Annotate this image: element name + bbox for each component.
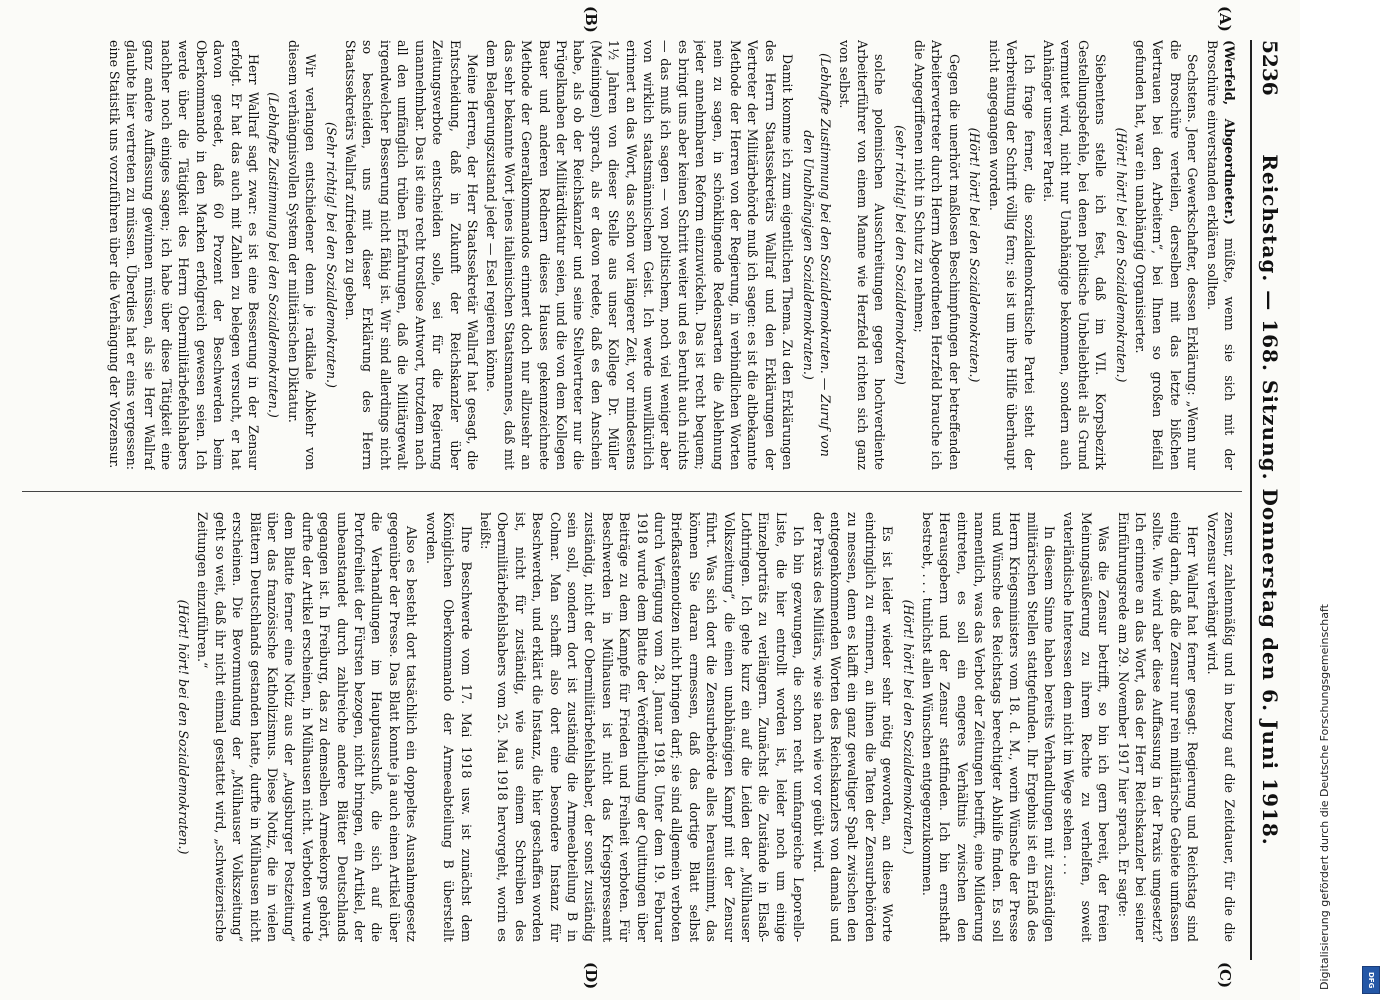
margin-letter-c: (C): [1216, 962, 1234, 989]
margin-letter-b: (B): [582, 6, 600, 33]
paragraph: Ich bin gezwungen, die schon recht umfangreiche Leporello-Liste, die hier entrollt worden ist, leider noch um einige Einzelporträts zu verlängern. Zunächst die Zustände in Elsaß-Lothringen. Ich gehe kurz ein auf die Leiden der „Mülhauser Volkszeitung“, die einen unabhängigen Kampf mit der Zensur führt. Was sich dort die Zensurbehörde alles herausnimmt, das können Sie daran ermessen, daß das dortige Blatt selbst Briefkastennotizen nicht bringen darf; sie sind allgemein verboten durch Verfügung vom 28. Januar 1918. Unter dem 19. Februar 1918 wurde dem Blatte der Veröffentlichung der Quittungen über Beiträge zu dem Kampfe für Frieden und Freiheit verboten. Für Beschwerden in Mülhausen ist nicht das Kriegspresseamt zuständig, nicht der Obermilitärbefehlshaber, der sonst zuständig sein soll, sondern dort ist zuständig die Armeeabteilung B in Colmar. Man schafft also dort eine besondere Instanz für Beschwerden, und erklärt die Instanz, die hier geschaffen worden ist, nicht für zuständig, wie aus einem Schreiben des Obermilitärbefehlshabers vom 25. Mai 1918 hervorgeht, worin es heißt:: [477, 512, 807, 942]
page-number: 5236: [1258, 40, 1282, 96]
paragraph: Ich frage ferner, die sozialdemokratische Partei steht der Verbreitung der Schrift völlig fern; sie ist um ihre Hilfe überhaupt nicht angegangen worden.: [986, 40, 1037, 470]
paragraph: Sechstens. Jener Gewerkschafter, dessen Erklärung: „Wenn nur die Broschüre verteilen, derselben mit das letzte bißchen Vertrauen bei den Arbeitern“, bei Ihnen so großen Beifall gefunden hat, war ein unabhängig Organisierter.: [1132, 40, 1201, 470]
paragraph: Ihre Beschwerde vom 17. Mai 1918 usw. ist zunächst dem Königlichen Oberkommando der Armeeabteilung B überstellt worden.: [423, 512, 474, 942]
page-header: [1250, 40, 1286, 960]
paragraph-text: müßte, wenn sie sich mit der Broschüre einverstanden erklären sollten.: [1204, 40, 1237, 470]
paragraph: In diesem Sinne haben bereits Verhandlungen mit zuständigen militärischen Stellen stattgefunden. Ihr Ergebnis ist ein Erlaß des Herrn Kriegsministers vom 18. d. M., worin Wünsche der Presse und Wünsche des Reichstags berechtigter Abhilfe finden. Es soll namentlich, was das Verbot der Zeitungen betrifft, eine Milderung eintreten, es soll ein engeres Verhältnis zwischen den Herausgebern und der Zensur stattfinden. Ich bin ernsthaft bestrebt, . . . tunlichst allen Wünschen entgegenzukommen.: [920, 512, 1057, 942]
parenthetical-remark: (Hört! hört! bei den Sozialdemokraten.): [967, 127, 983, 383]
paragraph: solche polemischen Ausschreitungen gegen hochverdiente Arbeiterführer von einem Manne wie Herzfeld richten sich ganz von selbst.: [837, 40, 888, 470]
column-divider: [22, 491, 1242, 492]
paragraph: Es ist leider wieder sehr nötig geworden, an diese Worte eindringlich zu erinnern, an ihnen die Taten der Zensurbehörden zu messen, denn es klafft ein ganz gewaltiger Spalt zwischen den entgegenkommenden Worten des Reichskanzlers von damals und der Praxis des Militärs, wie sie nach wie vor geübt wird.: [810, 512, 896, 942]
margin-letter-a: (A): [1216, 6, 1234, 32]
parenthetical-remark: (Hört! hört! bei den Sozialdemokraten.): [1113, 127, 1129, 383]
parenthetical-remark: (Lebhafte Zustimmung bei den Sozialdemokraten. — Zuruf von den Unabhängigen Sozialdemokraten.): [800, 53, 834, 457]
paragraph: Herr Wallraf sagt zwar: es ist eine Besserung in der Zensur erfolgt. Er hat das auch mit Zahlen zu belegen versucht, er hat davon geredet, daß 60 Prozent der Beschwerden beim Oberkommando in den Marken erfolgreich gewesen seien. Ich werde über die Tätigkeit des Herrn Obermilitärbefehlshabers nachher noch einiges sagen; ich habe über diese Tätigkeit eine ganz andere Auffassung gewinnen müssen, als sie Herr Wallraf glaubte hier vertreten zu müssen. Überdies hat er eins vergessen: eine Statistik uns vorzuführen über die Verhängung der Vorzensur.: [106, 40, 262, 470]
left-text-column: [23, 40, 1238, 470]
margin-letter-d: (D): [582, 962, 600, 990]
paragraph: zensur, zahlenmäßig und in bezug auf die Zeitdauer, für die die Vorzensur verhängt wird.: [1204, 512, 1237, 942]
parenthetical-remark: (Lebhafte Zustimmung bei den Sozialdemokraten.): [266, 92, 282, 418]
paragraph: Herr Wallraf hat ferner gesagt: Regierung und Reichstag sind einig darin, daß die Zensur nur rein militärische Gebiete umfassen sollte. Wie wird aber diese Auffassung in der Praxis umgesetzt? Ich erinnere an das Wort, das der Herr Reichskanzler bei seiner Einführungsrede am 29. November 1917 hier sprach. Er sagte:: [1115, 512, 1201, 942]
paragraph: Siebentens stelle ich fest, daß im VII. Korpsbezirk Gestellungsbefehle, bei denen politische Unbeliebtheit als Grund vermutet wird, nicht nur Unabhängige bekommen, sondern auch Anhänger unserer Partei.: [1040, 40, 1109, 470]
paragraph: Damit komme ich zum eigentlichen Thema. Zu den Erklärungen des Herrn Staatssekretärs Wallraf und den Erklärungen der Vertreter der Militärbehörde muß ich sagen: es ist die altbekannte Methode der Herren von der Regierung, in verbindlichen Worten nein zu sagen, in schönklingende Redensarten die Ablehnung jeder annehmbaren Reform einzuwickeln. Das ist recht bequem; es bringt uns aber keinen Schritt weiter und es beruht auch nichts — das muß ich sagen — von politischem, noch viel weniger aber von wirklich staatsmännischem Geist. Ich werde unwillkürlich erinnert an das Wort, das schon vor längerer Zeit, vor mindestens 1½ Jahren von dieser Stelle aus unser Kollege Dr. Müller (Meiningen) sprach, als er davon redete, daß es den Anschein habe, als ob der Reichskanzler und seine Stellvertreter nur die Prügelknaben der Militärdiktatur seien, und die von dem Kollegen Bauer und anderen Rednern dieses Hauses gekennzeichnete Methode der Generalkommandos erinnert doch nur allzusehr an das sehr bekannte Wort jenes italienischen Staatsmannes, daß mit dem Belagerungszustand jeder — Esel regieren könne.: [484, 40, 796, 470]
paragraph: Gegen die unerhört maßlosen Beschimpfungen der betreffenden Arbeitervertreter durch Herrn Abgeordneten Herzfeld brauche ich die Angegriffenen nicht in Schutz zu nehmen;: [912, 40, 962, 470]
speaker-name: (Werfeld, Abgeordneter.): [1222, 40, 1237, 225]
parenthetical-remark: (Hört! hört! bei den Sozialdemokraten.): [900, 599, 916, 855]
parenthetical-remark: (Sehr richtig! bei den Sozialdemokraten.): [323, 122, 339, 388]
paragraph: Wir verlangen entschiedener denn je radikale Abkehr von diesem verhängnisvollen System der militärischen Diktatur.: [285, 40, 319, 470]
parenthetical-remark: (sehr richtig! bei den Sozialdemokraten): [892, 125, 908, 385]
right-text-column: [23, 512, 1238, 942]
paragraph: Meine Herren, der Herr Staatssekretär Wallraf hat gesagt, die Entscheidung, daß in Zukunft der Reichskanzler über Zeitungsverbote entscheiden solle, sei für die Regierung unannehmbar. Das ist eine recht trostlose Antwort, trotzdem nach all den umfänglich trüben Erfahrungen, daß die Militärgewalt irgendwelcher Besserung nicht fähig ist. Wir sind allerdings nicht so bescheiden, uns mit dieser Erklärung des Herrn Staatssekretärs Wallraf zufrieden zu geben.: [343, 40, 480, 470]
dfg-logo: DFG: [1362, 966, 1380, 994]
digitization-credit: Digitalisierung gefördert durch die Deutsche Forschungsgemeinschaft: [1318, 604, 1331, 990]
paragraph: Was die Zensur betrifft, so bin ich gern bereit, der freien Meinungsäußerung zu ihrem Rechte zu verhelfen, soweit vaterländische Interessen dem nicht im Wege stehen . . .: [1061, 512, 1112, 942]
paragraph: Also es besteht dort tatsächlich ein doppeltes Ausnahmegesetz gegenüber der Presse. Das Blatt konnte ja auch einen Artikel über die Verhandlungen im Hauptausschuß, die sich auf die Portofreiheit der Fürsten bezogen, nicht bringen, ein Artikel, der unbeanstandet durch zahlreiche andere Blätter Deutschlands gegangen ist. In Freiburg, das zu demselben Armeekorps gehört, durfte der Artikel erscheinen, in Mülhausen nicht. Verboten wurde dem Blatte ferner eine Notiz aus der „Augsburger Postzeitung“ über das französische Katholizismus. Diese Notiz, die in vielen Blättern Deutschlands gestanden hatte, durfte in Mülhausen nicht erscheinen. Die Bevormundung der „Mülhauser Volkszeitung“ geht so weit, daß ihr nicht einmal gestattet wird, „schweizerische Zeitungen einzuführen.“: [195, 512, 420, 942]
page-title: Reichstag. — 168. Sitzung. Donnerstag den 6. Juni 1918.: [1258, 154, 1282, 846]
parenthetical-remark: (Hört! hört! bei den Sozialdemokraten.): [176, 599, 192, 855]
speaker-paragraph: [1203, 40, 1238, 470]
